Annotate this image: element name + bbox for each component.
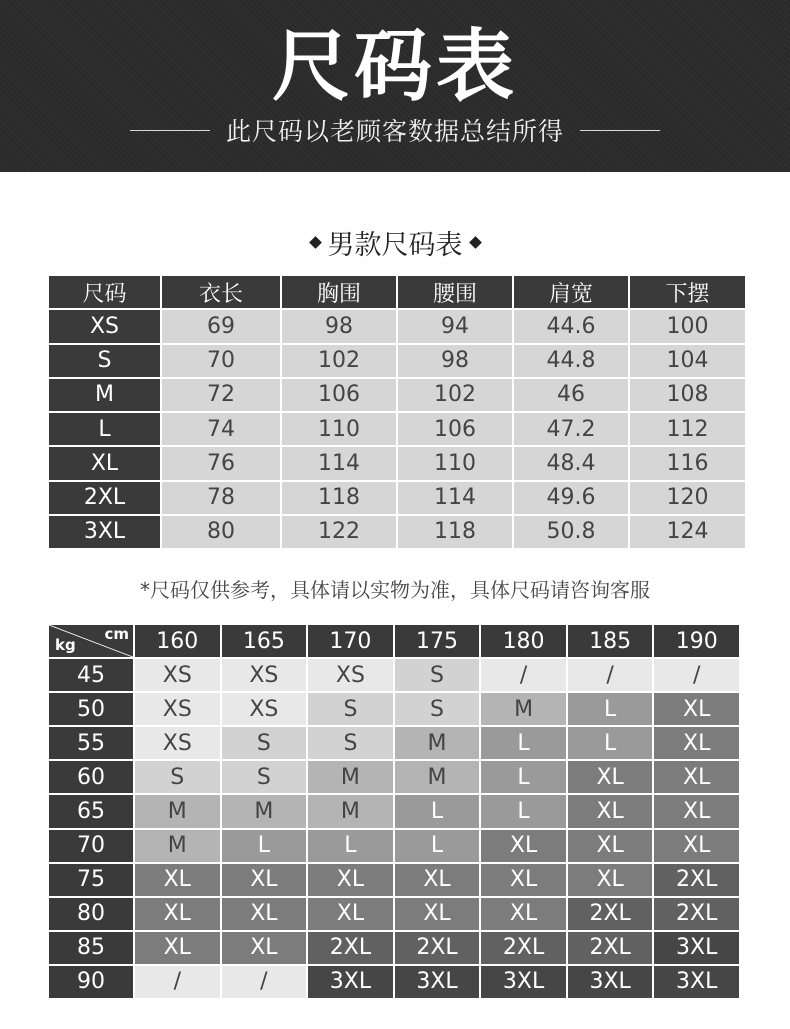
- size-recommendation-cell: S: [222, 761, 307, 793]
- column-header: 下摆: [630, 276, 745, 308]
- measurement-cell: 80: [162, 516, 280, 548]
- subtitle-row: [0, 112, 790, 148]
- height-header: 170: [308, 625, 393, 657]
- size-recommendation-cell: XL: [654, 693, 739, 725]
- page-title: 尺码表: [271, 22, 518, 112]
- measurement-cell: 110: [282, 413, 396, 445]
- size-recommendation-cell: 3XL: [654, 966, 739, 998]
- size-recommendation-cell: 2XL: [654, 864, 739, 896]
- height-header: 180: [481, 625, 566, 657]
- measurement-cell: 44.6: [514, 310, 628, 342]
- size-recommendation-cell: XL: [568, 864, 653, 896]
- divider-right: [580, 130, 660, 131]
- measurement-cell: 108: [630, 379, 745, 411]
- size-recommendation-cell: XS: [308, 659, 393, 691]
- size-recommendation-cell: M: [395, 727, 480, 759]
- size-label-cell: 3XL: [49, 516, 160, 548]
- size-recommendation-cell: 2XL: [568, 932, 653, 964]
- size-recommendation-cell: S: [135, 761, 220, 793]
- column-header: 衣长: [162, 276, 280, 308]
- size-recommendation-cell: XL: [308, 864, 393, 896]
- size-recommendation-cell: XL: [395, 898, 480, 930]
- size-recommendation-cell: M: [135, 830, 220, 862]
- measurement-cell: 118: [398, 516, 512, 548]
- measurement-cell: 98: [398, 345, 512, 377]
- size-recommendation-cell: XL: [654, 761, 739, 793]
- size-note: *尺码仅供参考，具体请以实物为准，具体尺码请咨询客服: [140, 578, 650, 602]
- measurement-cell: 102: [398, 379, 512, 411]
- size-recommendation-cell: 2XL: [654, 898, 739, 930]
- measurement-cell: 118: [282, 482, 396, 514]
- size-recommendation-cell: M: [222, 795, 307, 827]
- size-recommendation-cell: XL: [654, 727, 739, 759]
- column-header: 肩宽: [514, 276, 628, 308]
- weight-header: 65: [49, 795, 133, 827]
- size-recommendation-cell: 3XL: [308, 966, 393, 998]
- measurement-cell: 106: [398, 413, 512, 445]
- measurement-cell: 74: [162, 413, 280, 445]
- corner-header: [49, 625, 133, 657]
- size-recommendation-cell: XL: [222, 932, 307, 964]
- size-label-cell: L: [49, 413, 160, 445]
- column-header: 胸围: [282, 276, 396, 308]
- header-banner: [0, 0, 790, 172]
- size-recommendation-cell: /: [481, 659, 566, 691]
- column-header: 腰围: [398, 276, 512, 308]
- weight-header: 75: [49, 864, 133, 896]
- size-recommendation-cell: M: [308, 795, 393, 827]
- height-header: 175: [395, 625, 480, 657]
- size-recommendation-cell: S: [395, 693, 480, 725]
- measurement-cell: 94: [398, 310, 512, 342]
- column-header: 尺码: [49, 276, 160, 308]
- size-recommendation-cell: XL: [481, 864, 566, 896]
- weight-header: 90: [49, 966, 133, 998]
- height-header: 165: [222, 625, 307, 657]
- size-recommendation-cell: XS: [135, 659, 220, 691]
- size-recommendation-cell: /: [135, 966, 220, 998]
- size-recommendation-cell: L: [308, 830, 393, 862]
- size-recommendation-cell: XL: [222, 898, 307, 930]
- mens-table-title: 男款尺码表: [327, 229, 463, 261]
- measurement-cell: 102: [282, 345, 396, 377]
- size-recommendation-cell: XL: [308, 898, 393, 930]
- size-recommendation-cell: /: [654, 659, 739, 691]
- size-recommendation-cell: 3XL: [568, 966, 653, 998]
- size-recommendation-cell: M: [308, 761, 393, 793]
- measurement-cell: 69: [162, 310, 280, 342]
- size-recommendation-cell: XL: [654, 795, 739, 827]
- mens-size-table: [49, 276, 739, 548]
- size-recommendation-cell: 3XL: [481, 966, 566, 998]
- size-recommendation-cell: XL: [135, 864, 220, 896]
- size-recommendation-cell: XS: [135, 693, 220, 725]
- size-recommendation-cell: XS: [135, 727, 220, 759]
- size-recommendation-cell: L: [481, 727, 566, 759]
- size-recommendation-cell: L: [481, 761, 566, 793]
- page-subtitle: 此尺码以老顾客数据总结所得: [225, 117, 564, 146]
- size-recommendation-cell: M: [481, 693, 566, 725]
- measurement-cell: 116: [630, 447, 745, 479]
- size-recommendation-cell: L: [395, 795, 480, 827]
- size-recommendation-cell: L: [568, 693, 653, 725]
- size-recommendation-cell: S: [308, 727, 393, 759]
- measurement-cell: 78: [162, 482, 280, 514]
- height-header: 160: [135, 625, 220, 657]
- size-recommendation-cell: XL: [395, 864, 480, 896]
- measurement-cell: 72: [162, 379, 280, 411]
- size-label-cell: S: [49, 345, 160, 377]
- size-recommendation-cell: XL: [481, 830, 566, 862]
- weight-header: 55: [49, 727, 133, 759]
- size-recommendation-cell: 2XL: [481, 932, 566, 964]
- measurement-cell: 100: [630, 310, 745, 342]
- weight-header: 50: [49, 693, 133, 725]
- weight-header: 85: [49, 932, 133, 964]
- size-label-cell: 2XL: [49, 482, 160, 514]
- size-recommendation-cell: L: [222, 830, 307, 862]
- height-header: 190: [654, 625, 739, 657]
- mens-table-heading: [0, 222, 790, 262]
- measurement-cell: 49.6: [514, 482, 628, 514]
- measurement-cell: 46: [514, 379, 628, 411]
- measurement-cell: 120: [630, 482, 745, 514]
- measurement-cell: 47.2: [514, 413, 628, 445]
- size-label-cell: M: [49, 379, 160, 411]
- diamond-icon: [309, 236, 322, 249]
- size-recommendation-cell: S: [395, 659, 480, 691]
- measurement-cell: 50.8: [514, 516, 628, 548]
- height-unit-label: cm: [104, 625, 129, 643]
- size-recommendation-cell: M: [395, 761, 480, 793]
- weight-header: 80: [49, 898, 133, 930]
- size-recommendation-cell: XL: [568, 830, 653, 862]
- size-recommendation-cell: /: [222, 966, 307, 998]
- size-label-cell: XL: [49, 447, 160, 479]
- size-recommendation-cell: 2XL: [395, 932, 480, 964]
- divider-left: [130, 130, 210, 131]
- size-recommendation-cell: S: [222, 727, 307, 759]
- size-recommendation-cell: 2XL: [308, 932, 393, 964]
- size-recommendation-cell: XL: [654, 830, 739, 862]
- size-recommendation-cell: XL: [568, 761, 653, 793]
- measurement-cell: 76: [162, 447, 280, 479]
- measurement-cell: 106: [282, 379, 396, 411]
- size-recommendation-cell: 3XL: [395, 966, 480, 998]
- size-recommendation-cell: 2XL: [568, 898, 653, 930]
- measurement-cell: 114: [398, 482, 512, 514]
- size-recommendation-cell: L: [568, 727, 653, 759]
- size-recommendation-cell: XL: [568, 795, 653, 827]
- measurement-cell: 110: [398, 447, 512, 479]
- size-recommendation-cell: XL: [481, 898, 566, 930]
- height-weight-size-table: [49, 625, 739, 998]
- measurement-cell: 112: [630, 413, 745, 445]
- measurement-cell: 48.4: [514, 447, 628, 479]
- size-recommendation-cell: M: [135, 795, 220, 827]
- measurement-cell: 98: [282, 310, 396, 342]
- size-recommendation-cell: L: [395, 830, 480, 862]
- diamond-icon: [469, 236, 482, 249]
- size-recommendation-cell: 3XL: [654, 932, 739, 964]
- weight-header: 70: [49, 830, 133, 862]
- size-recommendation-cell: L: [481, 795, 566, 827]
- size-label-cell: XS: [49, 310, 160, 342]
- measurement-cell: 104: [630, 345, 745, 377]
- measurement-cell: 122: [282, 516, 396, 548]
- size-recommendation-cell: XL: [222, 864, 307, 896]
- size-recommendation-cell: XS: [222, 693, 307, 725]
- weight-unit-label: kg: [55, 636, 76, 655]
- measurement-cell: 124: [630, 516, 745, 548]
- size-recommendation-cell: XL: [135, 898, 220, 930]
- height-header: 185: [568, 625, 653, 657]
- measurement-cell: 70: [162, 345, 280, 377]
- size-recommendation-cell: XS: [222, 659, 307, 691]
- measurement-cell: 44.8: [514, 345, 628, 377]
- weight-header: 45: [49, 659, 133, 691]
- size-recommendation-cell: /: [568, 659, 653, 691]
- size-recommendation-cell: XL: [135, 932, 220, 964]
- size-recommendation-cell: S: [308, 693, 393, 725]
- measurement-cell: 114: [282, 447, 396, 479]
- weight-header: 60: [49, 761, 133, 793]
